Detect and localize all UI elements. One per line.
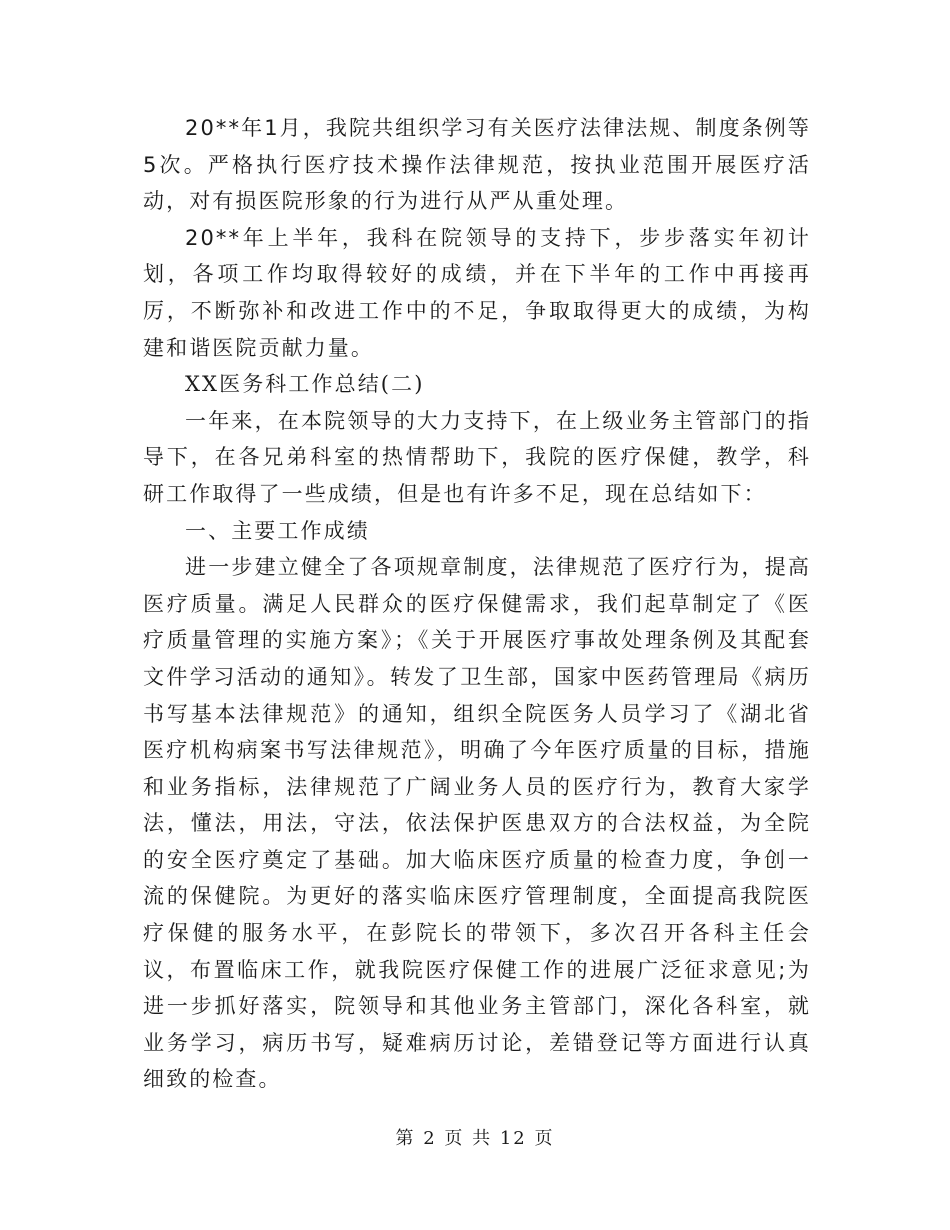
subheading-main-achievements: 一、主要工作成绩 — [185, 518, 370, 543]
paragraph-intro: 一年来，在本院领导的大力支持下，在上级业务主管部门的指导下，在各兄弟科室的热情帮助下，我院的医疗保健，教学，科研工作取得了一些成绩，但是也有许多不足，现在总结如下： — [143, 408, 811, 506]
section-title: XX医务科工作总结(二) — [185, 372, 425, 397]
paragraph-achievements-body: 进一步建立健全了各项规章制度，法律规范了医疗行为，提高医疗质量。满足人民群众的医疗保健需求，我们起草制定了《医疗质量管理的实施方案》；《关于开展医疗事故处理条例及其配套文件学习活动的通知》。转发了卫生部，国家中医药管理局《病历书写基本法律规范》的通知，组织全院医务人员学习了《湖北省医疗机构病案书写法律规范》，明确了今年医疗质量的目标，措施和业务指标，法律规范了广阔业务人员的医疗行为，教育大家学法，懂法，用法，守法，依法保护医患双方的合法权益，为全院的安全医疗奠定了基础。加大临床医疗质量的检查力度，争创一流的保健院。为更好的落实临床医疗管理制度，全面提高我院医疗保健的服务水平，在彭院长的带领下，多次召开各科主任会议，布置临床工作，就我院医疗保健工作的进展广泛征求意见;为进一步抓好落实，院领导和其他业务主管部门，深化各科室，就业务学习，病历书写，疑难病历讨论，差错登记等方面进行认真细致的检查。 — [143, 555, 811, 1092]
document-body — [143, 110, 811, 1098]
page-number-footer: 第 2 页 共 12 页 — [395, 1128, 555, 1149]
paragraph-first-half-year: 20**年上半年，我科在院领导的支持下，步步落实年初计划，各项工作均取得较好的成绩，并在下半年的工作中再接再厉，不断弥补和改进工作中的不足，争取取得更大的成绩，为构建和谐医院贡献力量。 — [143, 225, 811, 360]
paragraph-january-study: 20**年1月，我院共组织学习有关医疗法律法规、制度条例等5次。严格执行医疗技术操作法律规范，按执业范围开展医疗活动，对有损医院形象的行为进行从严从重处理。 — [143, 116, 811, 214]
